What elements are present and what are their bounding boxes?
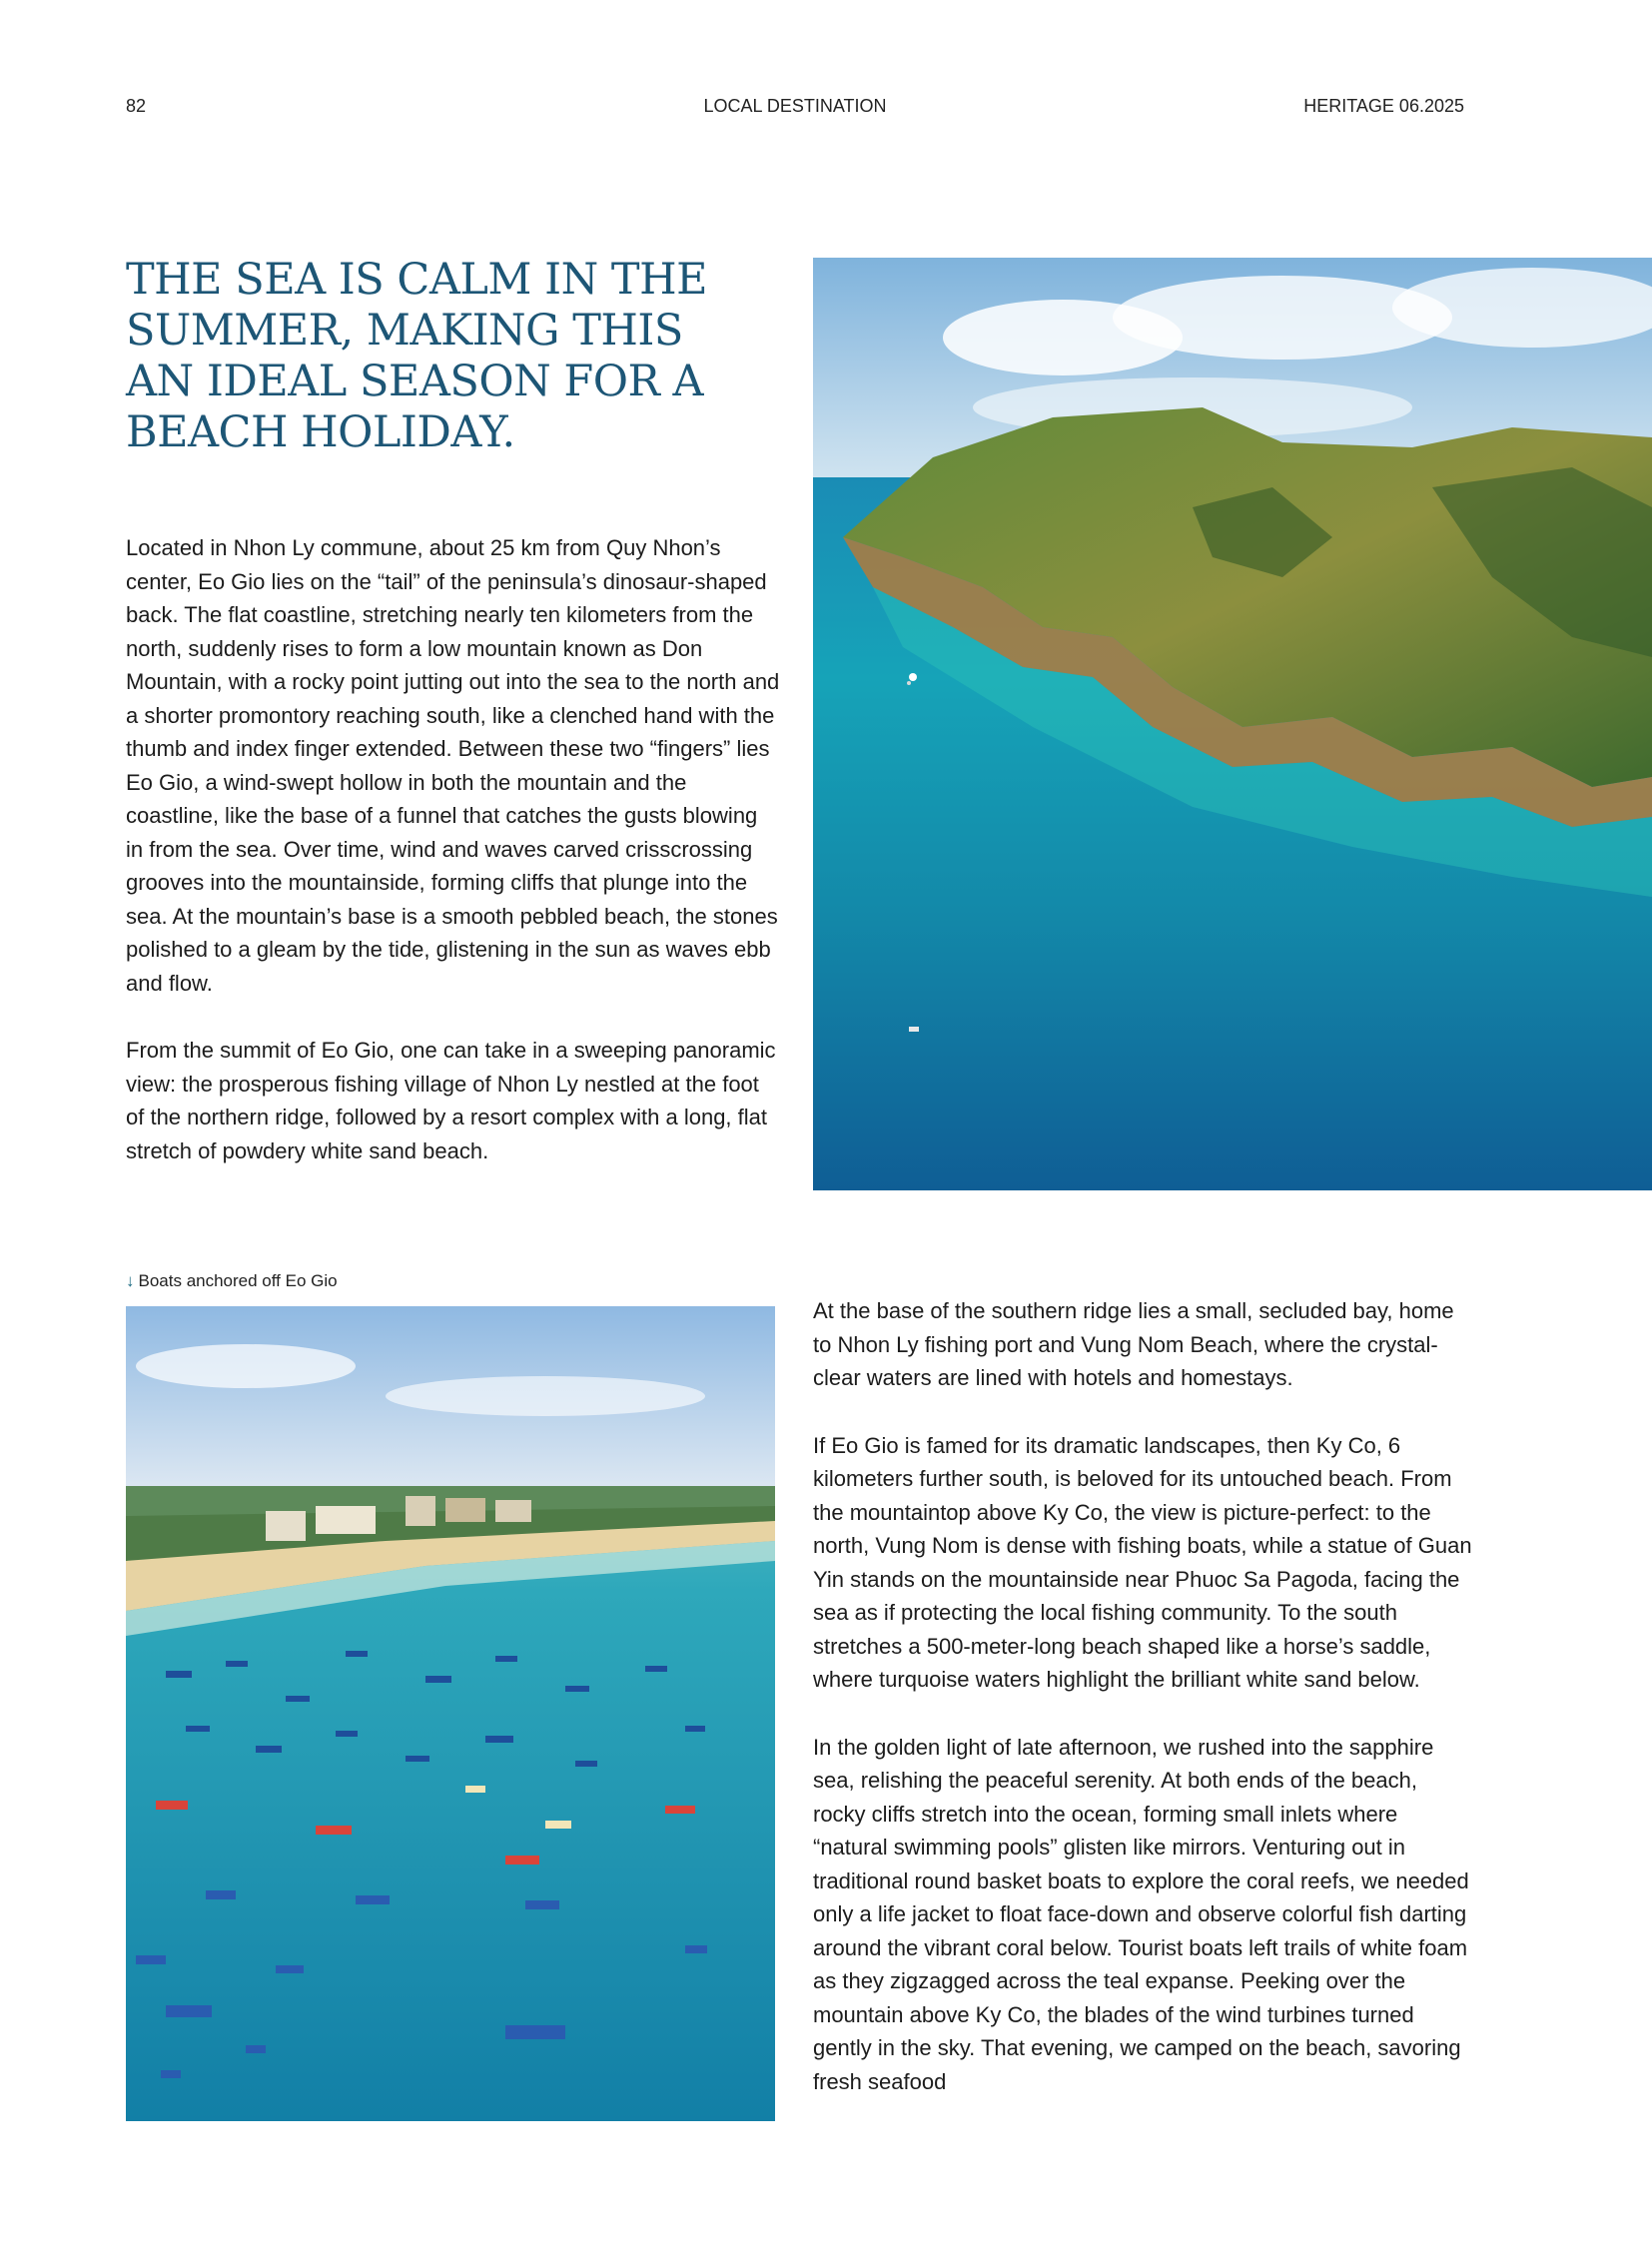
eo-gio-aerial-photo [813,258,1652,1190]
section-title: LOCAL DESTINATION [703,96,887,116]
headline-line: AN IDEAL SEASON FOR A [126,357,704,406]
paragraph: At the base of the southern ridge lies a small, secluded bay, home to Nhon Ly fishing port and Vung Nom Beach, where the crystal-clear waters are lined with hotels and homestays. [813,1298,1454,1390]
paragraph: From the summit of Eo Gio, one can take in a sweeping panoramic view: the prosperous fishing village of Nhon Ly nestled at the foot of the northern ridge, followed by a resort complex with a long, flat stretch of powdery white sand beach. [126,1038,776,1163]
paragraph: Located in Nhon Ly commune, about 25 km from Quy Nhon’s center, Eo Gio lies on the “tail” of the peninsula’s dinosaur-shaped back. The flat coastline, stretching nearly ten kilometers from the north, suddenly rises to form a low mountain known as Don Mountain, with a rocky point jutting out into the sea to the north and a shorter promontory reaching south, like a clenched hand with the thumb and index finger extended. Between these two “fingers” lies Eo Gio, a wind-swept hollow in both the mountain and the coastline, like the base of a funnel that catches the gusts blowing in from the sea. Over time, wind and waves carved crisscrossing grooves into the mountainside, forming cliffs that plunge into the sea. At the mountain’s base is a smooth pebbled beach, the stones polished to a gleam by the tide, glistening in the sun as waves ebb and flow. [126,535,780,996]
boats-bay-photo [126,1306,775,2121]
headline-line: THE SEA IS CALM IN THE [126,255,707,305]
photo-caption [126,1271,338,1291]
left-column-text [126,531,780,1201]
paragraph: In the golden light of late afternoon, we rushed into the sapphire sea, relishing the peaceful serenity. At both ends of the beach, rocky cliffs stretch into the ocean, forming small inlets where “natural swimming pools” glisten like mirrors. Venturing out in traditional round basket boats to explore the coral reefs, we needed only a life jacket to float face-down and observe colorful fish darting around the vibrant coral below. Tourist boats left trails of white foam as they zigzagged across the teal expanse. Peeking over the mountain above Ky Co, the blades of the wind turbines turned gently in the sky. That evening, we camped on the beach, savoring fresh seafood [813,1734,1469,2094]
paragraph: If Eo Gio is famed for its dramatic landscapes, then Ky Co, 6 kilometers further south, is beloved for its untouched beach. From the mountaintop above Ky Co, the view is picture-perfect: to the north, Vung Nom is dense with fishing boats, while a statue of Guan Yin stands on the mountainside near Phuoc Sa Pagoda, facing the sea as if protecting the local fishing community. To the south stretches a 500-meter-long beach shaped like a horse’s saddle, where turquoise waters highlight the brilliant white sand below. [813,1432,1472,1692]
issue-label: HERITAGE 06.2025 [1303,96,1464,116]
page-number: 82 [126,96,147,116]
arrow-down-icon: ↓ [126,1271,135,1290]
pull-quote-headline [126,255,765,458]
caption-text: Boats anchored off Eo Gio [138,1271,338,1290]
page-header [126,96,1464,120]
headline-line: BEACH HOLIDAY. [126,407,515,457]
right-column-text [813,1294,1472,2132]
headline-line: SUMMER, MAKING THIS [126,306,683,356]
